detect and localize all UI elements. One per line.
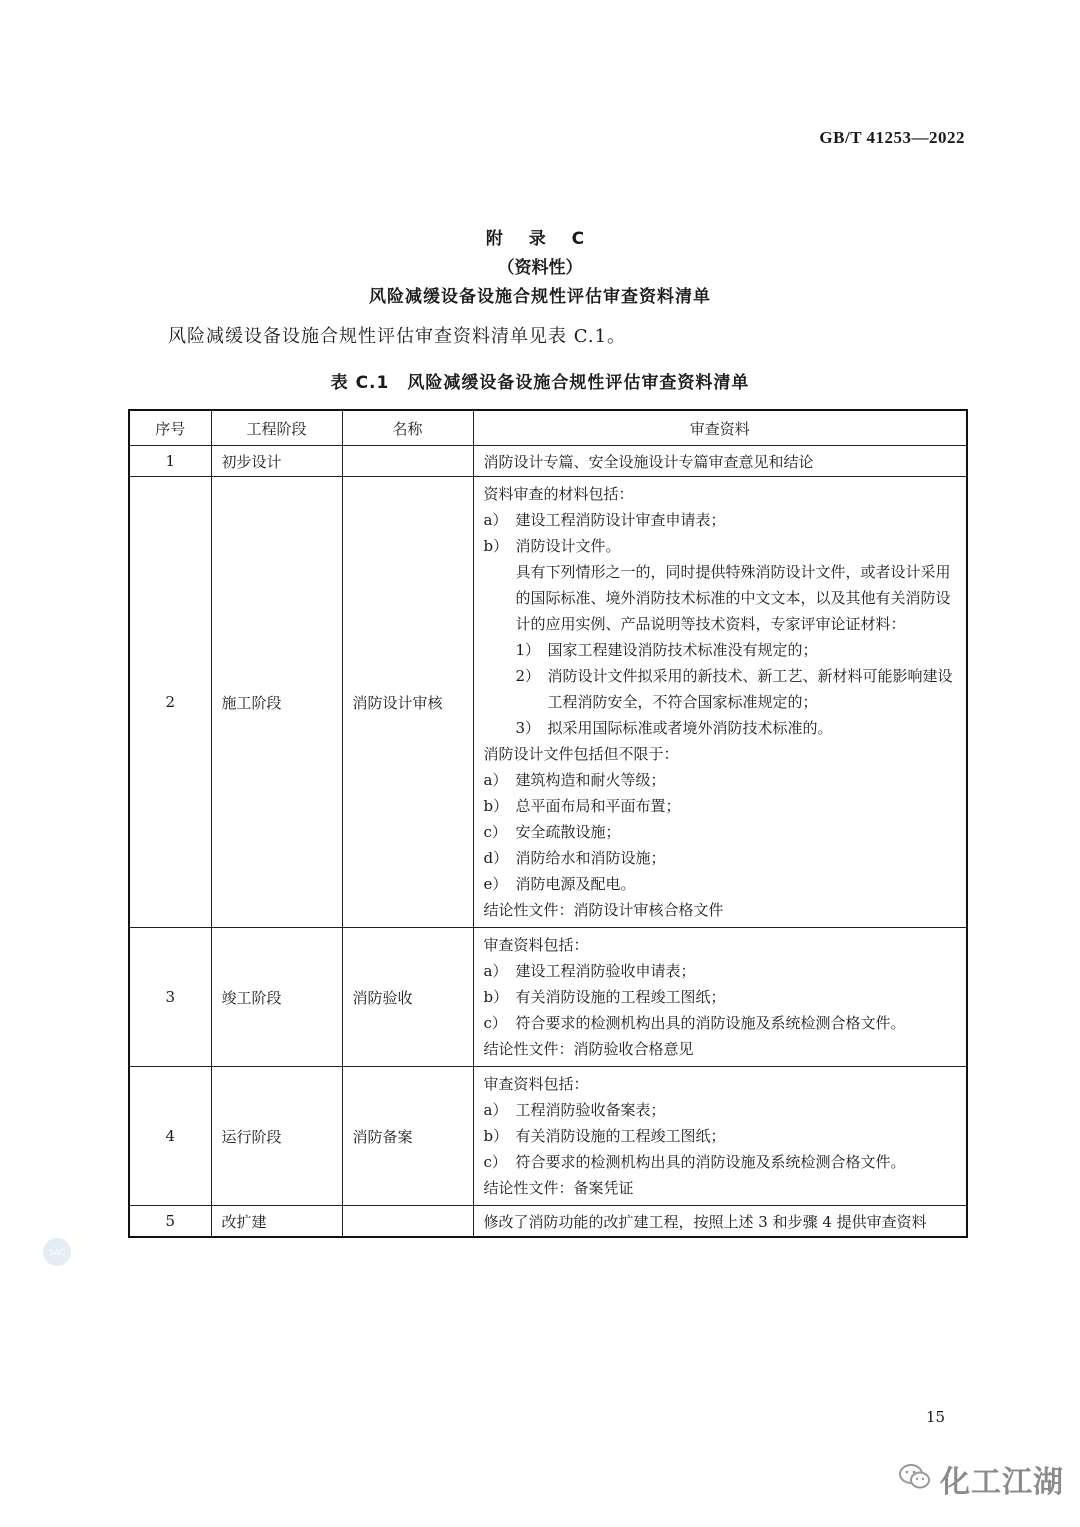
brand-text: 化工江湖 xyxy=(940,1465,1064,1500)
header-material: 审查资料 xyxy=(473,410,967,446)
material-item: c） 安全疏散设施； xyxy=(483,823,621,841)
row-name: 消防设计审核 xyxy=(342,477,473,928)
row-name: 消防备案 xyxy=(342,1067,473,1206)
row-num: 5 xyxy=(129,1206,211,1238)
row-stage: 初步设计 xyxy=(211,446,342,477)
row-stage: 改扩建 xyxy=(211,1206,342,1238)
material-files-intro: 消防设计文件包括但不限于： xyxy=(483,745,679,763)
material-paragraph: 具有下列情形之一的，同时提供特殊消防设计文件，或者设计采用的国际标准、境外消防技术标准的中文文本，以及其他有关消防设计的应用实例、产品说明等技术资料，专家评审论证材料： xyxy=(515,563,951,633)
standard-number: GB/T 41253—2022 xyxy=(819,128,965,147)
material-item: b） 消防设计文件。 xyxy=(483,537,621,555)
row-material xyxy=(473,477,967,928)
material-item: e） 消防电源及配电。 xyxy=(483,875,636,893)
material-item: d） 消防给水和消防设施； xyxy=(483,849,666,867)
material-subitem: 3） 拟采用国际标准或者境外消防技术标准的。 xyxy=(515,719,833,737)
table-row xyxy=(129,1067,967,1206)
material-item: a） 建筑构造和耐火等级； xyxy=(483,771,666,789)
material-item: c） 符合要求的检测机构出具的消防设施及系统检测合格文件。 xyxy=(483,1014,906,1032)
row-material xyxy=(473,928,967,1067)
table-title: 表 C.1 风险减缓设备设施合规性评估审查资料清单 xyxy=(330,373,750,393)
row-name xyxy=(342,446,473,477)
material-intro: 审查资料包括： xyxy=(483,1075,589,1093)
row-num: 1 xyxy=(129,446,211,477)
material-item: b） 有关消防设施的工程竣工图纸； xyxy=(483,988,726,1006)
material-item: a） 工程消防验收备案表； xyxy=(483,1101,666,1119)
row-material xyxy=(473,1067,967,1206)
material-intro: 资料审查的材料包括： xyxy=(483,485,634,503)
page-number: 15 xyxy=(926,1408,946,1426)
row-num: 4 xyxy=(129,1067,211,1206)
appendix-label: 附 录 C xyxy=(485,229,595,249)
sac-watermark: SAC xyxy=(43,1238,71,1266)
wechat-icon xyxy=(898,1463,932,1495)
row-material: 修改了消防功能的改扩建工程，按照上述 3 和步骤 4 提供审查资料 xyxy=(473,1206,967,1238)
table-row xyxy=(129,477,967,928)
intro-text: 风险减缓设备设施合规性评估审查资料清单见表 C.1。 xyxy=(168,326,627,347)
row-num: 2 xyxy=(129,477,211,928)
row-stage: 运行阶段 xyxy=(211,1067,342,1206)
material-item: c） 符合要求的检测机构出具的消防设施及系统检测合格文件。 xyxy=(483,1153,906,1171)
brand-mark xyxy=(898,1457,1064,1501)
review-table xyxy=(128,409,966,1238)
material-conclusion: 结论性文件：消防设计审核合格文件 xyxy=(483,901,724,919)
row-name xyxy=(342,1206,473,1238)
table-header-row xyxy=(129,410,967,446)
row-num: 3 xyxy=(129,928,211,1067)
table-row xyxy=(129,1206,967,1238)
header-name: 名称 xyxy=(342,410,473,446)
row-stage: 竣工阶段 xyxy=(211,928,342,1067)
material-item: b） 总平面布局和平面布置； xyxy=(483,797,681,815)
row-name: 消防验收 xyxy=(342,928,473,1067)
row-stage: 施工阶段 xyxy=(211,477,342,928)
header-stage: 工程阶段 xyxy=(211,410,342,446)
table-row xyxy=(129,446,967,477)
material-item: a） 建设工程消防设计审查申请表； xyxy=(483,511,726,529)
material-intro: 审查资料包括： xyxy=(483,936,589,954)
material-item: a） 建设工程消防验收申请表； xyxy=(483,962,696,980)
header-num: 序号 xyxy=(129,410,211,446)
table-row xyxy=(129,928,967,1067)
material-conclusion: 结论性文件：备案凭证 xyxy=(483,1179,634,1197)
material-subitem: 2） 消防设计文件拟采用的新技术、新工艺、新材料可能影响建设工程消防安全，不符合国家标准规定的； xyxy=(515,667,953,711)
appendix-type: （资料性） xyxy=(497,258,583,278)
row-material: 消防设计专篇、安全设施设计专篇审查意见和结论 xyxy=(473,446,967,477)
material-item: b） 有关消防设施的工程竣工图纸； xyxy=(483,1127,726,1145)
material-subitem: 1） 国家工程建设消防技术标准没有规定的； xyxy=(515,641,818,659)
appendix-title: 风险减缓设备设施合规性评估审查资料清单 xyxy=(369,287,711,307)
material-conclusion: 结论性文件：消防验收合格意见 xyxy=(483,1040,694,1058)
